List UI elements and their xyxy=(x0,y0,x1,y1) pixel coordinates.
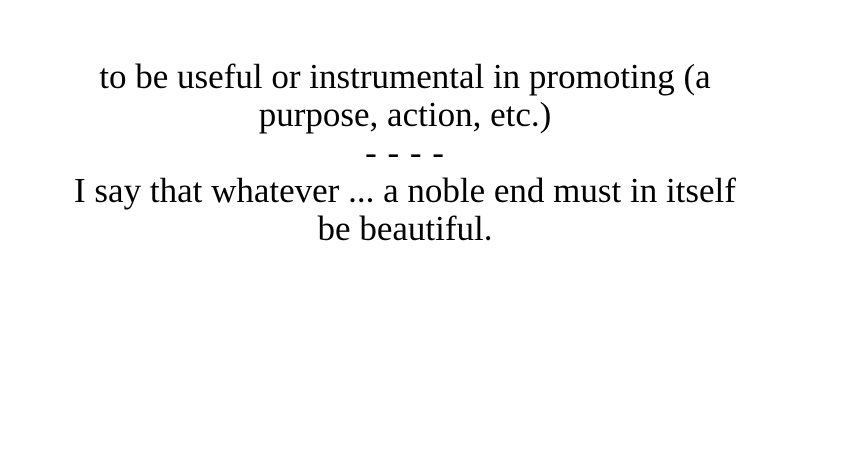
example-sentence: I say that whatever ... a noble end must in itself be beautiful. xyxy=(74,171,736,248)
definition-text: to be useful or instrumental in promoting (a purpose, action, etc.) xyxy=(99,57,711,134)
separator: - - - - xyxy=(365,133,445,172)
card-content xyxy=(60,58,750,248)
